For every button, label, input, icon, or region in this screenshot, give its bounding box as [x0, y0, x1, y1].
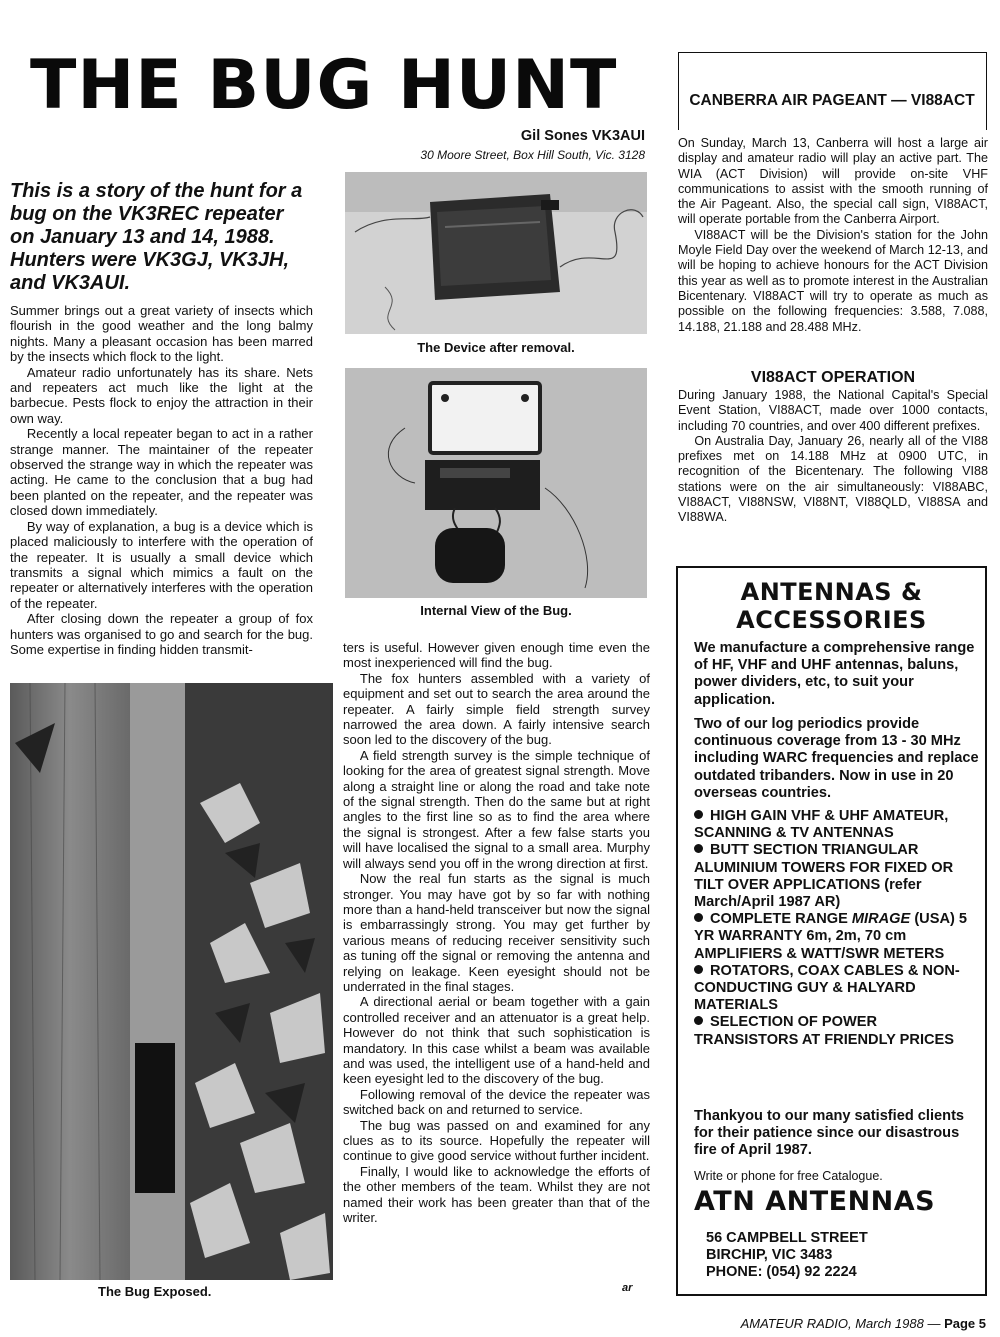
ad-company-name: ATN ANTENNAS	[694, 1186, 936, 1217]
bullet-icon	[694, 965, 703, 974]
paragraph: A field strength survey is the simple technique of looking for the area of greatest signal strength. Move along a straight line or along the road and take note of the signal strength. Then do the same but at right angles to the first line so as to find the area where the signal is strongest. After a few false starts you will have localised the signal to a small area. Murphy will always send you off in the wrong direction at first.	[343, 747, 650, 871]
address-line: BIRCHIP, VIC 3483	[706, 1247, 833, 1263]
vi88act-heading: VI88ACT OPERATION	[750, 369, 916, 386]
ad-paragraph: We manufacture a comprehensive range of HF, VHF and UHF antennas, baluns, power dividers, etc, to suit your application.	[694, 640, 975, 708]
bullet-icon	[694, 810, 703, 819]
bullet-icon	[694, 844, 703, 853]
device-photo	[345, 172, 647, 334]
canberra-box-frame	[678, 52, 987, 130]
paragraph: VI88ACT will be the Division's station for the John Moyle Field Day over the weekend of March 12-13, and will be hoping to achieve honours for the ACT Division this year as well as to promote interest in the Australian Bicentenary. VI88ACT will try to operate as much as possible on the following frequencies: 3.588, 7.088, 14.188, 21.188 and 28.488 MHz.	[678, 227, 988, 334]
ad-thanks: Thankyou to our many satisfied clients for their patience since our disastrous fire of April 1987.	[694, 1108, 965, 1159]
ad-feature-item: ROTATORS, COAX CABLES & NON-CONDUCTING GUY & HALYARD MATERIALS	[694, 962, 960, 1014]
canberra-heading: CANBERRA AIR PAGEANT — VI88ACT	[689, 92, 975, 109]
paragraph: The fox hunters assembled with a variety of equipment and set out to search the area around the repeater. A fairly simple field strength survey narrowed the area down. A fairly intensive search soon led to the discovery of the bug.	[343, 670, 650, 748]
paragraph: Summer brings out a great variety of insects which flourish in the good weather and the long balmy nights. Many a pleasant occasion has been marred by the insects which flock to the light.	[10, 303, 313, 365]
bug-exposed-image	[10, 683, 333, 1280]
ad-feature-item: HIGH GAIN VHF & UHF AMATEUR, SCANNING & TV ANTENNAS	[694, 808, 949, 842]
internal-view-image	[345, 368, 647, 598]
caption-internal: Internal View of the Bug.	[420, 603, 572, 618]
author-address: 30 Moore Street, Box Hill South, Vic. 3128	[420, 148, 645, 162]
paragraph: The bug was passed on and examined for any clues as to its source. Hopefully the repeater will continue to give good service without further incident.	[343, 1117, 650, 1164]
paragraph: Finally, I would like to acknowledge the efforts of the other members of the team. Whilst they are not named their work has been greater than that of the writer.	[343, 1163, 650, 1226]
ad-feature-item: COMPLETE RANGE MIRAGE (USA) 5 YR WARRANTY 6m, 2m, 70 cm AMPLIFIERS & WATT/SWR METERS	[694, 911, 968, 962]
paragraph: Following removal of the device the repeater was switched back on and returned to service.	[343, 1086, 650, 1118]
address-line: 56 CAMPBELL STREET	[706, 1230, 868, 1246]
article-column-2	[343, 640, 650, 1225]
end-mark: ar	[622, 1282, 633, 1294]
article-intro: This is a story of the hunt for a bug on the VK3REC repeater on January 13 and 14, 1988. Hunters were VK3GJ, VK3JH, and VK3AUI.	[10, 180, 303, 294]
ad-feature-item: SELECTION OF POWER TRANSISTORS AT FRIENDLY PRICES	[694, 1014, 955, 1048]
device-photo-image	[345, 172, 647, 334]
paragraph: After closing down the repeater a group of fox hunters was organised to go and search for the bug. Some expertise in finding hidden transmit-	[10, 611, 313, 657]
author-name: Gil Sones VK3AUI	[520, 128, 645, 144]
caption-device: The Device after removal.	[417, 340, 575, 355]
canberra-body	[678, 136, 988, 335]
paragraph: On Australia Day, January 26, nearly all of the VI88 prefixes met on 14.188 MHz at 0900 UTC, in recognition of the Bicentenary. The following VI88 stations were on the air simultaneously: VI88ABC, VI88ACT, VI88NSW, VI88NT, VI88QLD, VI88SA and VI88WA.	[678, 433, 988, 525]
paragraph: Now the real fun starts as the signal is much stronger. You may have got by so far with nothing more than a hand-held transceiver but now the signal is embarrassingly strong. You may get further by various means of reducing receiver sensitivity such as tuning off the signal or removing the antenna and relying on leakage. Keen eyesight should not be underrated in the final stages.	[343, 871, 650, 994]
article-column-1	[10, 303, 313, 657]
paragraph: By way of explanation, a bug is a device which is placed maliciously to interfere with the operation of the repeater. It is usually a small device which transmits a signal which mimics a fault on the repeater or alternatively interferes with the operation of the repeater.	[10, 518, 313, 611]
ad-headline-line: ACCESSORIES	[736, 606, 927, 634]
paragraph: A directional aerial or beam together with a gain controlled receiver and an attenuator is a great help. However do not think that such sophistication is mandatory. In this case whilst a beam was available and was used, the intelligent use of a hand-held and keen eyesight led to the discovery of the bug.	[343, 994, 650, 1087]
paragraph: Amateur radio unfortunately has its share. Nets and repeaters act much like the light at the barbecue. Pests flock to enjoy the attraction in their own way.	[10, 364, 313, 426]
ad-headline	[680, 578, 983, 634]
ad-company-address	[706, 1230, 976, 1281]
bullet-icon	[694, 1016, 703, 1025]
internal-view-photo	[345, 368, 647, 598]
paragraph: Recently a local repeater began to act in a rather strange manner. The maintainer of the repeater observed the strange way in which the repeater was acting. He came to the conclusion that a bug had been planted on the repeater, and the repeater was closed down immediately.	[10, 426, 313, 519]
ad-feature-list	[694, 808, 979, 1049]
bug-exposed-photo	[10, 683, 333, 1280]
bullet-icon	[694, 913, 703, 922]
article-title: THE BUG HUNT	[30, 46, 618, 125]
ad-headline-line: ANTENNAS &	[740, 578, 923, 606]
ad-feature-item: BUTT SECTION TRIANGULAR ALUMINIUM TOWERS FOR FIXED OR TILT OVER APPLICATIONS (refer March/April 1987 AR)	[694, 842, 954, 911]
caption-bug-exposed: The Bug Exposed.	[98, 1284, 212, 1299]
ad-paragraph: Two of our log periodics provide continuous coverage from 13 - 30 MHz including WARC frequencies and replace outdated tribanders. Now in use in 20 overseas countries.	[694, 716, 979, 801]
magazine-name: AMATEUR RADIO	[740, 1316, 848, 1331]
ad-catalogue-note: Write or phone for free Catalogue.	[694, 1169, 883, 1183]
paragraph: During January 1988, the National Capital's Special Event Station, VI88ACT, made over 1000 contacts, including 70 countries, and over 400 different prefixes.	[678, 388, 988, 433]
page-number: Page 5	[944, 1316, 986, 1331]
page-footer	[741, 1316, 986, 1331]
paragraph: On Sunday, March 13, Canberra will host a large air display and amateur radio will play an active part. The WIA (ACT Division) will provide on-site VHF communications to assist with the smooth running of the Air Pageant. Also, the special call sign, VI88ACT, will operate portable from the Canberra Airport.	[678, 136, 988, 227]
issue-date: , March 1988 —	[847, 1316, 945, 1331]
vi88act-body	[678, 388, 988, 526]
paragraph: ters is useful. However given enough time even the most inexperienced will find the bug.	[343, 640, 650, 671]
phone-line: PHONE: (054) 92 2224	[706, 1264, 857, 1280]
